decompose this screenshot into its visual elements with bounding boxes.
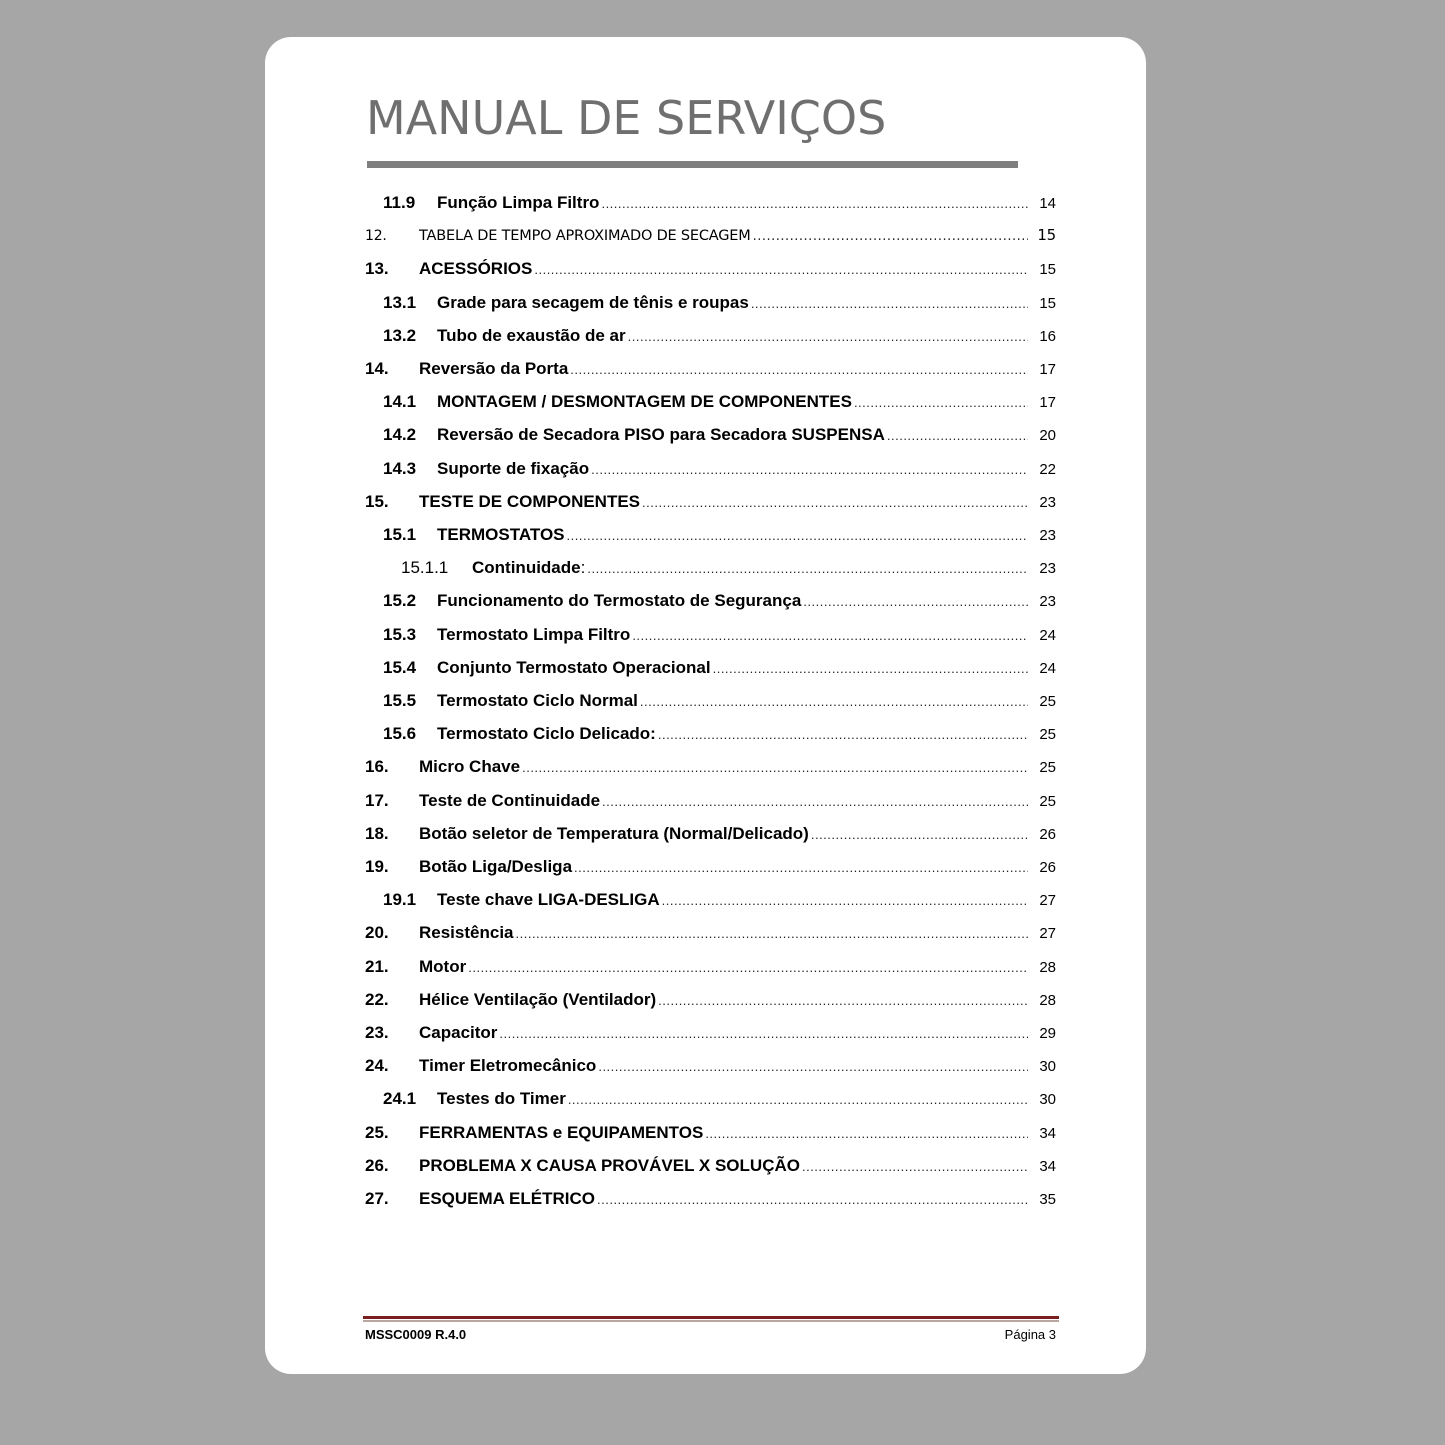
toc-entry-number: 23. <box>365 1023 389 1042</box>
toc-entry-label: ESQUEMA ELÉTRICO <box>419 1189 595 1208</box>
toc-entry-page: 15 <box>1039 294 1056 312</box>
toc-dot-leader <box>854 395 1028 410</box>
toc-entry-number: 13.2 <box>383 325 417 345</box>
toc-entry[interactable] <box>265 625 1146 658</box>
toc-entry[interactable] <box>265 359 1146 392</box>
toc-entry-number: 22. <box>365 989 389 1009</box>
toc-entry[interactable] <box>265 558 1146 591</box>
toc-entry[interactable] <box>265 1023 1146 1056</box>
toc-entry-label: Termostato Ciclo Normal <box>437 691 638 710</box>
toc-entry[interactable] <box>265 226 1146 259</box>
toc-entry-page: 34 <box>1039 1157 1056 1175</box>
toc-entry-page: 25 <box>1039 792 1056 810</box>
toc-dot-leader <box>602 794 1028 809</box>
toc-dot-leader <box>640 694 1028 709</box>
toc-entry[interactable] <box>265 193 1146 226</box>
toc-entry-label: Motor <box>419 956 467 976</box>
toc-entry-label: Reversão da Porta <box>419 359 569 378</box>
toc-entry-label: Botão seletor de Temperatura (Normal/Delicado) <box>419 823 809 843</box>
toc-dot-leader <box>534 262 1028 277</box>
toc-entry-label: Função Limpa Filtro <box>437 193 600 212</box>
toc-dot-leader <box>628 329 1028 344</box>
toc-entry-number: 19.1 <box>383 890 417 910</box>
toc-entry-page: 23 <box>1039 593 1056 611</box>
toc-entry[interactable] <box>265 857 1146 890</box>
toc-dot-leader <box>705 1126 1028 1141</box>
toc-entry[interactable] <box>265 293 1146 326</box>
toc-entry[interactable] <box>265 1189 1146 1222</box>
toc-entry-number: 14.1 <box>383 392 417 412</box>
toc-entry[interactable] <box>265 691 1146 724</box>
toc-entry-page: 17 <box>1039 394 1056 412</box>
toc-dot-leader <box>658 727 1028 742</box>
toc-dot-leader <box>598 1059 1028 1074</box>
toc-entry-page: 24 <box>1039 626 1056 644</box>
toc-entry-label: Termostato Limpa Filtro <box>437 624 631 644</box>
toc-entry-label: ACESSÓRIOS <box>419 259 533 279</box>
toc-entry[interactable] <box>265 890 1146 923</box>
toc-entry-number: 25. <box>365 1122 389 1142</box>
toc-entry-number: 14.2 <box>383 425 417 445</box>
toc-dot-leader <box>887 428 1028 443</box>
toc-dot-leader <box>499 1026 1028 1041</box>
toc-entry-label: Grade para secagem de tênis e roupas <box>437 292 749 312</box>
toc-dot-leader <box>522 760 1028 775</box>
toc-entry[interactable] <box>265 658 1146 691</box>
toc-entry-label: Botão Liga/Desliga <box>419 857 573 876</box>
toc-entry-page: 25 <box>1039 726 1056 744</box>
toc-dot-leader <box>591 462 1028 477</box>
toc-entry[interactable] <box>265 791 1146 824</box>
toc-dot-leader <box>574 860 1028 875</box>
toc-entry-page: 27 <box>1039 925 1056 943</box>
toc-entry-label: Teste de Continuidade <box>419 790 601 810</box>
toc-entry-page: 15 <box>1039 261 1056 279</box>
toc-entry-page: 23 <box>1039 527 1056 544</box>
toc-entry-number: 17. <box>365 790 389 810</box>
toc-entry-page: 30 <box>1039 1091 1056 1109</box>
toc-entry-label: Continuidade <box>472 558 581 578</box>
toc-entry-label: PROBLEMA X CAUSA PROVÁVEL X SOLUÇÃO <box>419 1155 800 1175</box>
toc-entry-label: Resistência <box>419 923 514 943</box>
toc-entry-page: 28 <box>1039 958 1056 976</box>
toc-entry-number: 26. <box>365 1155 389 1175</box>
toc-dot-leader <box>567 528 1029 543</box>
document-code: MSSC0009 R.4.0 <box>365 1327 467 1342</box>
toc-entry-label: Timer Eletromecânico <box>419 1056 597 1076</box>
toc-entry[interactable] <box>265 923 1146 956</box>
toc-entry-page: 17 <box>1039 361 1056 378</box>
toc-entry[interactable] <box>265 824 1146 857</box>
toc-entry[interactable] <box>265 957 1146 990</box>
toc-entry[interactable] <box>265 392 1146 425</box>
toc-entry[interactable] <box>265 459 1146 492</box>
toc-entry-number: 15.4 <box>383 657 417 677</box>
toc-entry-number: 15. <box>365 491 389 511</box>
toc-entry-number: 24.1 <box>383 1089 417 1109</box>
toc-entry[interactable] <box>265 525 1146 558</box>
toc-entry-label: TERMOSTATOS <box>437 525 565 544</box>
toc-entry-label: Funcionamento do Termostato de Segurança <box>437 591 802 611</box>
toc-entry-number: 18. <box>365 823 389 843</box>
toc-entry-page: 23 <box>1039 560 1056 578</box>
toc-entry-page: 30 <box>1039 1058 1056 1076</box>
toc-dot-leader <box>601 196 1028 211</box>
toc-entry-number: 15.6 <box>383 724 417 744</box>
footer-divider-shadow <box>363 1320 1059 1322</box>
toc-entry-label: Conjunto Termostato Operacional <box>437 657 711 677</box>
toc-entry-number: 21. <box>365 956 389 976</box>
toc-entry[interactable] <box>265 1089 1146 1122</box>
toc-dot-leader <box>713 661 1028 676</box>
document-page <box>265 37 1146 1374</box>
toc-entry-number: 15.3 <box>383 624 417 644</box>
toc-entry[interactable] <box>265 990 1146 1023</box>
toc-entry-number: 16. <box>365 757 389 777</box>
toc-entry-number: 15.5 <box>383 691 417 710</box>
toc-entry[interactable] <box>265 326 1146 359</box>
toc-entry-number: 14.3 <box>383 458 417 478</box>
toc-entry-label: Testes do Timer <box>437 1089 566 1109</box>
toc-dot-leader <box>642 495 1028 510</box>
toc-entry-page: 14 <box>1039 195 1056 212</box>
toc-dot-leader <box>468 960 1028 975</box>
toc-entry-page: 24 <box>1039 659 1056 677</box>
toc-entry-page: 26 <box>1039 859 1056 876</box>
toc-entry-label: Suporte de fixação <box>437 458 590 478</box>
toc-dot-leader <box>658 993 1028 1008</box>
toc-entry-page: 34 <box>1039 1124 1056 1142</box>
toc-entry-label: Teste chave LIGA-DESLIGA <box>437 890 660 910</box>
toc-entry-label: Hélice Ventilação (Ventilador) <box>419 989 657 1009</box>
toc-entry[interactable] <box>265 1123 1146 1156</box>
toc-entry[interactable] <box>265 259 1146 292</box>
page-title: MANUAL DE SERVIÇOS <box>366 91 887 145</box>
toc-entry-number: 13.1 <box>383 292 417 312</box>
toc-entry-page: 22 <box>1039 460 1056 478</box>
toc-dot-leader <box>802 1159 1028 1174</box>
toc-entry-page: 27 <box>1039 892 1056 910</box>
title-divider <box>367 161 1018 168</box>
toc-entry-page: 25 <box>1039 759 1056 777</box>
toc-dot-leader <box>597 1192 1028 1207</box>
toc-dot-leader <box>662 893 1028 908</box>
toc-entry-number: 24. <box>365 1056 389 1076</box>
toc-entry[interactable] <box>265 724 1146 757</box>
toc-dot-leader <box>568 1092 1028 1107</box>
toc-dot-leader <box>753 229 1028 244</box>
toc-entry-page: 23 <box>1039 493 1056 511</box>
toc-entry-page: 25 <box>1039 693 1056 710</box>
toc-entry[interactable] <box>265 492 1146 525</box>
toc-entry-page: 20 <box>1039 427 1056 445</box>
toc-entry-page: 26 <box>1039 825 1056 843</box>
toc-entry-number: 12. <box>365 228 387 245</box>
toc-entry-number: 15.2 <box>383 591 417 611</box>
toc-entry-label: TESTE DE COMPONENTES <box>419 491 641 511</box>
toc-entry-label: Capacitor <box>419 1023 498 1042</box>
toc-entry-number: 20. <box>365 923 389 943</box>
toc-entry-page: 28 <box>1039 991 1056 1009</box>
toc-dot-leader <box>632 628 1028 643</box>
toc-entry-label: FERRAMENTAS e EQUIPAMENTOS <box>419 1122 704 1142</box>
toc-entry-page: 29 <box>1039 1025 1056 1042</box>
toc-entry-number: 27. <box>365 1189 389 1208</box>
toc-entry-number: 15.1.1 <box>401 558 449 578</box>
toc-dot-leader <box>751 296 1028 311</box>
toc-entry[interactable] <box>265 1056 1146 1089</box>
toc-entry-label: Micro Chave <box>419 757 521 777</box>
toc-entry-label: MONTAGEM / DESMONTAGEM DE COMPONENTES <box>437 392 852 412</box>
toc-entry-number: 14. <box>365 359 389 378</box>
toc-entry[interactable] <box>265 757 1146 790</box>
toc-dot-leader <box>516 926 1029 941</box>
toc-entry[interactable] <box>265 1156 1146 1189</box>
toc-entry[interactable] <box>265 425 1146 458</box>
page-number: Página 3 <box>1004 1327 1056 1342</box>
toc-dot-leader <box>811 827 1028 842</box>
footer-divider <box>363 1316 1059 1319</box>
toc-entry-label: Tubo de exaustão de ar <box>437 325 626 345</box>
toc-entry-page: 15 <box>1037 226 1056 245</box>
toc-entry-label: Reversão de Secadora PISO para Secadora SUSPENSA <box>437 425 885 445</box>
toc-entry-number: 15.1 <box>383 525 417 544</box>
toc-dot-leader <box>587 561 1028 576</box>
toc-entry-label: Termostato Ciclo Delicado: <box>437 724 656 744</box>
toc-entry[interactable] <box>265 591 1146 624</box>
toc-entry-number: 19. <box>365 857 389 876</box>
toc-entry-label: TABELA DE TEMPO APROXIMADO DE SECAGEM <box>419 228 751 245</box>
toc-entry-page: 35 <box>1039 1191 1056 1208</box>
toc-entry-number: 11.9 <box>383 193 416 212</box>
toc-entry-page: 16 <box>1039 327 1056 345</box>
toc-dot-leader <box>570 362 1028 377</box>
toc-dot-leader <box>803 594 1028 609</box>
toc-entry-suffix: : <box>580 558 586 578</box>
toc-entry-number: 13. <box>365 259 389 279</box>
